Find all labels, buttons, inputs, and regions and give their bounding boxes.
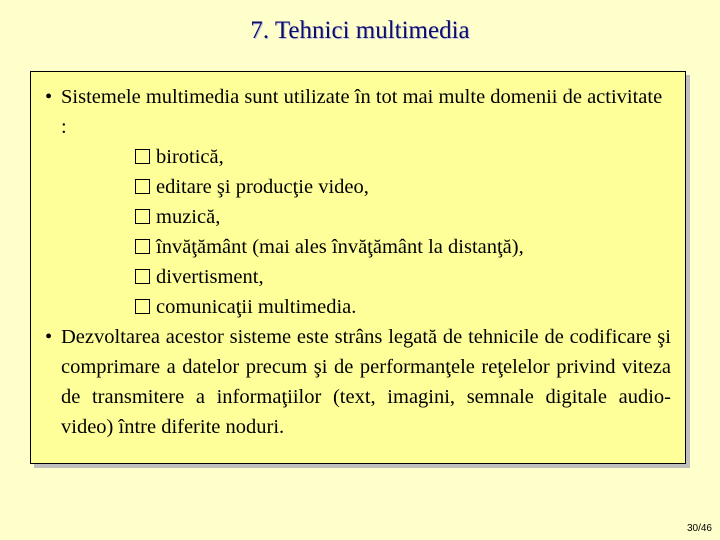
bullet-development xyxy=(45,322,671,442)
list-item-label: editare şi producţie video, xyxy=(156,176,369,198)
bullet-text: Sistemele multimedia sunt utilizate în tot mai multe domenii de activitate : xyxy=(61,86,663,138)
list-item-label: muzică, xyxy=(156,206,221,228)
list-item-label: comunicaţii multimedia. xyxy=(156,296,357,318)
list-item xyxy=(45,142,671,172)
list-item-label: birotică, xyxy=(156,146,224,168)
bullet-domains xyxy=(45,82,671,142)
checkbox-square-icon xyxy=(135,179,150,194)
list-item xyxy=(45,172,671,202)
list-item xyxy=(45,292,671,322)
list-item-label: învăţământ (mai ales învăţământ la distanţă), xyxy=(156,236,524,258)
list-item xyxy=(45,232,671,262)
checkbox-square-icon xyxy=(135,269,150,284)
page-number: 30/46 xyxy=(686,523,712,534)
checkbox-square-icon xyxy=(135,209,150,224)
bullet-text: Dezvoltarea acestor sisteme este strâns legată de tehnicile de codificare şi comprimare a datelor precum şi de performanţele reţelelor privind viteza de transmitere a informaţiilor (text, imagini, semnale digitale audio-video) între diferite noduri. xyxy=(61,326,671,438)
checkbox-square-icon xyxy=(135,149,150,164)
list-item xyxy=(45,202,671,232)
list-item-label: divertisment, xyxy=(156,266,264,288)
list-item xyxy=(45,262,671,292)
bullet-marker: • xyxy=(45,86,53,108)
slide-title: 7. Tehnici multimedia xyxy=(250,17,470,44)
checkbox-square-icon xyxy=(135,299,150,314)
bullet-marker: • xyxy=(45,326,53,348)
content-box xyxy=(30,71,686,464)
checkbox-square-icon xyxy=(135,239,150,254)
